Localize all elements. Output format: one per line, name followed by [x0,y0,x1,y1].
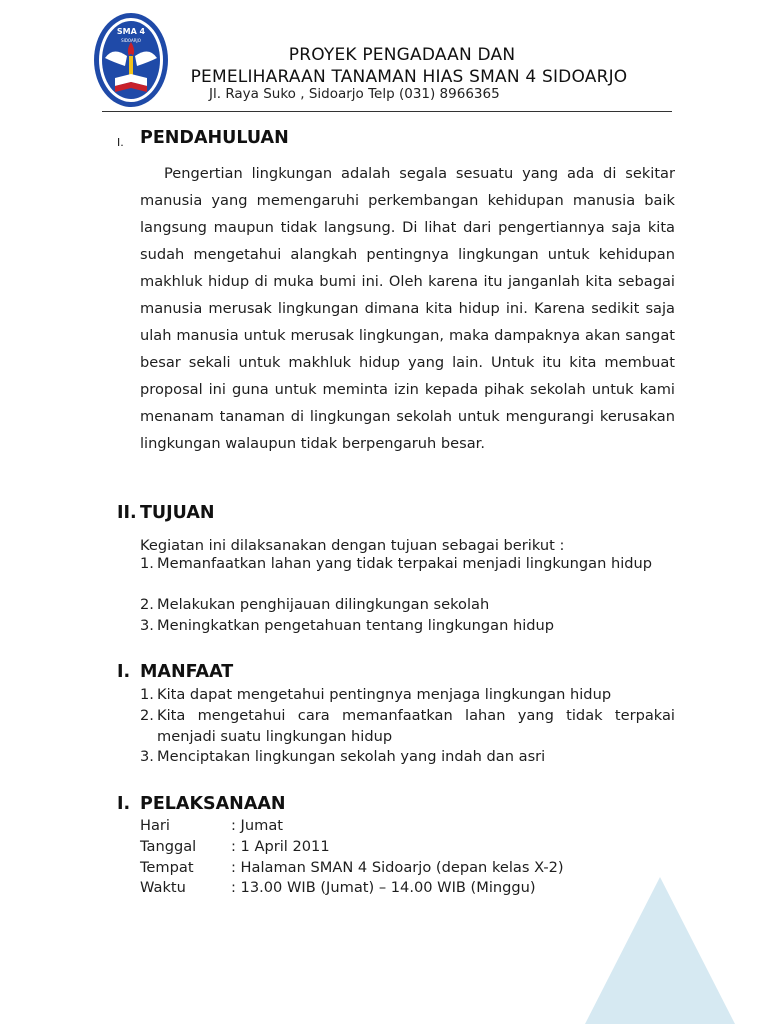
schedule-value: : Jumat [231,817,283,834]
section-heading-pendahuluan [117,128,289,149]
pendahuluan-paragraph: Pengertian lingkungan adalah segala sesuatu yang ada di sekitar manusia yang memengaruhi perkembangan kehidupan manusia baik langsung maupun tidak langsung. Di lihat dari pengertiannya saja kita sudah mengetahui alangkah pentingnya lingkungan untuk kehidupan makhluk hidup di muka bumi ini. Oleh karena itu janganlah kita sebagai manusia merusak lingkungan dimana kita hidup ini. Karena sedikit saja ulah manusia untuk merusak lingkungan, maka dampaknya akan sangat besar sekali untuk makhluk hidup yang lain. Untuk itu kita membuat proposal ini guna untuk meminta izin kepada pihak sekolah untuk kami menanam tanaman di lingkungan sekolah untuk mengurangi kerusakan lingkungan walaupun tidak berpengaruh besar. [140,165,675,452]
section-heading-tujuan [117,503,215,523]
section-number: I. [117,662,131,682]
document-title-line2: PEMELIHARAAN TANAMAN HIAS SMAN 4 SIDOARJO [190,67,628,87]
list-item [140,554,675,575]
schedule-value: : 1 April 2011 [231,838,330,855]
list-item-text: Meningkatkan pengetahuan tentang lingkungan hidup [157,617,555,634]
section-heading-manfaat [117,662,234,682]
list-item [140,616,675,637]
list-item-number: 2. [140,707,154,724]
school-address: Jl. Raya Suko , Sidoarjo Telp (031) 8966365 [209,86,500,102]
logo-text: SMA 4 [116,27,146,36]
list-item-number: 3. [140,617,154,634]
header-divider [102,111,672,112]
section-title: TUJUAN [140,503,215,523]
list-item-number: 2. [140,596,154,613]
schedule-value: : 13.00 WIB (Jumat) – 14.00 WIB (Minggu) [231,879,536,896]
section-title: PENDAHULUAN [140,128,289,148]
schedule-key: Waktu [140,879,186,896]
schedule-key: Tempat [140,859,194,876]
list-item [140,595,675,616]
list-item [140,685,675,706]
section-number: II. [117,503,137,523]
logo-subtext: SIDOARJO [121,38,141,43]
list-item-text: Melakukan penghijauan dilingkungan sekolah [157,596,490,613]
section-number: I. [117,136,124,149]
section-heading-pelaksanaan [117,794,286,814]
list-item-number: 1. [140,686,154,703]
schedule-key: Tanggal [140,838,197,855]
section-title: MANFAAT [140,662,234,682]
list-item-text: Kita dapat mengetahui pentingnya menjaga lingkungan hidup [157,686,612,703]
section-title: PELAKSANAAN [140,794,286,814]
section-number: I. [117,794,131,814]
list-item-text: Memanfaatkan lahan yang tidak terpakai menjadi lingkungan hidup [157,555,653,572]
decorative-triangle [585,877,735,1024]
list-item [140,706,675,747]
schedule-value: : Halaman SMAN 4 Sidoarjo (depan kelas X-2) [231,859,564,876]
tujuan-intro: Kegiatan ini dilaksanakan dengan tujuan sebagai berikut : [140,537,565,554]
list-item [140,747,675,768]
document-title-line1: PROYEK PENGADAAN DAN [288,45,516,65]
list-item-text: Menciptakan lingkungan sekolah yang indah dan asri [157,748,546,765]
list-item-number: 3. [140,748,154,765]
schedule-key: Hari [140,817,170,834]
list-item-number: 1. [140,555,154,572]
list-item-text: Kita mengetahui cara memanfaatkan lahan yang tidak terpakai menjadi suatu lingkungan hidup [157,707,675,745]
